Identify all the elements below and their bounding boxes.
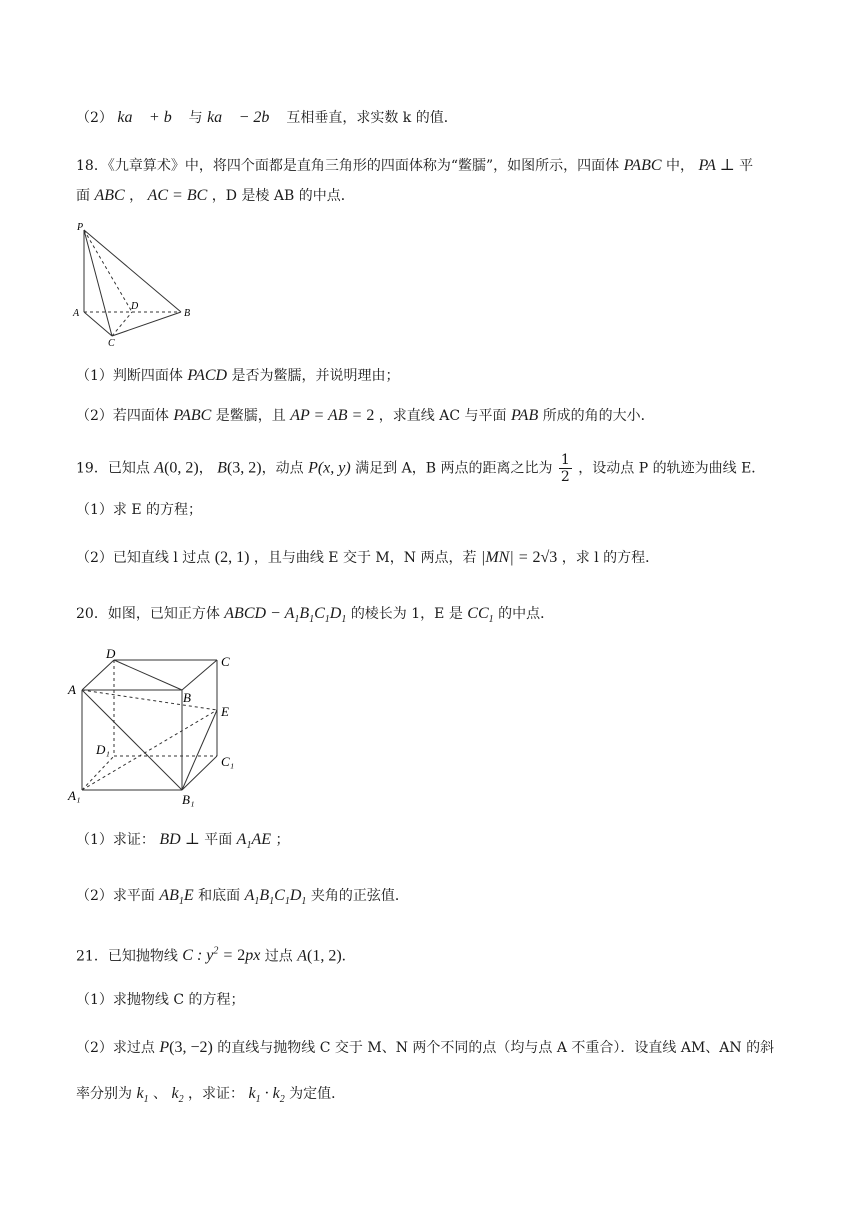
label-B: B — [183, 690, 191, 705]
label-E: E — [221, 704, 229, 719]
label-B: B — [184, 308, 191, 319]
q18-line2: 面 ABC ， AC = BC ，D 是棱 AB 的中点． — [76, 187, 355, 204]
label-C: C — [108, 338, 115, 349]
q21-line1: 21．已知抛物线 C : $y^2 = 2px$ 过点 A(1, 2)． — [76, 946, 356, 965]
q21-part2-line2: 率分别为 $k_1$ 、 $k_2$ ，求证： $k_1 \cdot k_2$ 为定值． — [76, 1085, 346, 1106]
q20-part1: （1）求证： BD ⊥ 平面 $A_1AE$ ； — [76, 831, 290, 852]
q19-part1: （1）求 E 的方程； — [76, 502, 203, 518]
vector-expr-2: ka⃗ − 2b⃗ — [207, 109, 282, 126]
q20-part2: （2）求平面 $AB_1E$ 和底面 $A_1B_1C_1D_1$ 夹角的正弦值． — [76, 887, 409, 908]
q20-line1: 20．如图，已知正方体 ABCD − $A_1B_1C_1D_1$ 的棱长为 1，E 是 $CC_1$ 的中点． — [76, 605, 555, 626]
q19-line1: 19．已知点 A(0, 2)， B(3, 2)，动点 P(x, y) 满足到 A，B 两点的距离之比为 $\frac{1}{2}$ ，设动点 P 的轨迹为曲线 E． — [76, 452, 766, 485]
label-D: D — [106, 648, 116, 661]
q19-part2: （2）已知直线 l 过点 (2, 1) ，且与曲线 E 交于 M，N 两点，若 |MN| = 2√3 ，求 l 的方程． — [76, 549, 660, 566]
cube-figure — [64, 648, 244, 808]
label-P: P — [77, 222, 84, 233]
q18-part2: （2）若四面体 PABC 是鳖臑，且 AP = AB = 2 ，求直线 AC 与平面 PAB 所成的角的大小． — [76, 407, 655, 424]
label-C: C — [221, 654, 230, 669]
q18-line1: 18．《九章算术》中，将四个面都是直角三角形的四面体称为“鳖臑”，如图所示，四面体 PABC 中， PA ⊥ 平 — [76, 157, 754, 174]
label-A1: A₁ — [68, 788, 81, 803]
label-C1: C₁ — [221, 754, 235, 769]
q17-part2: （2） ka⃗ + b⃗ 与 ka⃗ − 2b⃗ 互相垂直，求实数 k 的值． — [76, 109, 458, 126]
label-A: A — [68, 682, 76, 697]
q21-part1: （1）求抛物线 C 的方程； — [76, 992, 245, 1008]
label-D1: D₁ — [96, 742, 110, 757]
label-B1: B₁ — [182, 792, 195, 807]
vector-expr-1: ka⃗ + b⃗ — [117, 109, 185, 126]
q21-part2: （2）求过点 P(3, −2) 的直线与抛物线 C 交于 M、N 两个不同的点（均与点 A 不重合）．设直线 AM、AN 的斜 — [76, 1039, 775, 1056]
label-D: D — [131, 301, 139, 312]
q18-part1: （1）判断四面体 PACD 是否为鳖臑，并说明理由； — [76, 367, 400, 384]
tetrahedron-figure — [68, 218, 198, 350]
fraction-one-half: $\frac{1}{2}$ — [560, 452, 570, 485]
label-A: A — [73, 308, 80, 319]
